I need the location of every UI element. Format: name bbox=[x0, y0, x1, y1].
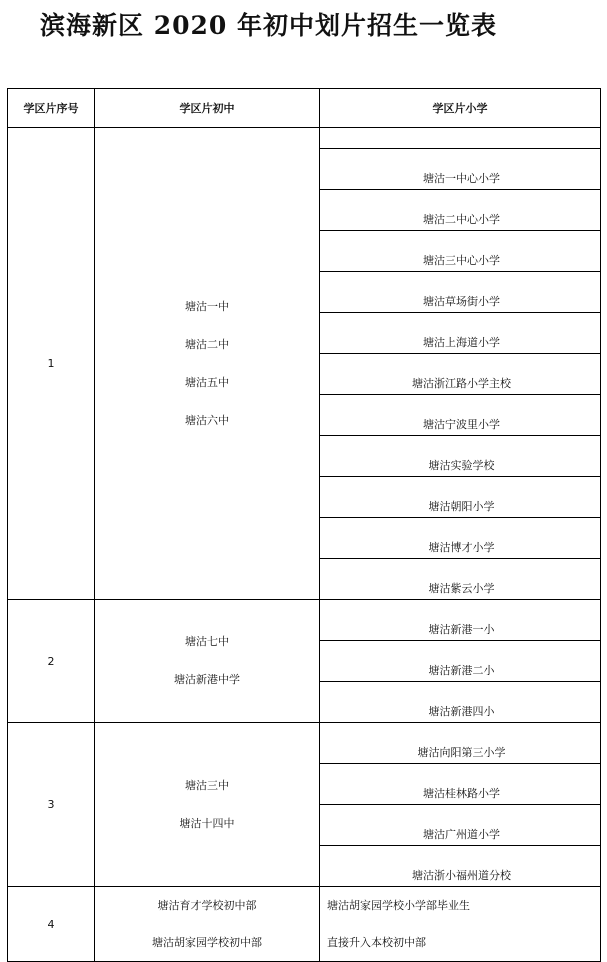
middle-school: 塘沽三中 bbox=[185, 778, 229, 792]
primary-school: 塘沽上海道小学 bbox=[423, 336, 500, 349]
primary-school-cell bbox=[320, 231, 601, 272]
header-primary: 学区片小学 bbox=[320, 89, 601, 128]
primary-school-cell bbox=[320, 313, 601, 354]
middle-school: 塘沽二中 bbox=[185, 337, 229, 351]
primary-school-cell bbox=[320, 477, 601, 518]
table-row bbox=[8, 887, 601, 962]
middle-school-cell bbox=[95, 887, 320, 962]
primary-school-cell bbox=[320, 723, 601, 764]
page-title: 滨海新区 2020 年初中划片招生一览表 bbox=[40, 11, 497, 40]
primary-school-cell bbox=[320, 190, 601, 231]
primary-school: 塘沽广州道小学 bbox=[423, 828, 500, 841]
seq-cell: 2 bbox=[8, 600, 95, 723]
table-row bbox=[8, 723, 601, 764]
middle-school-cell bbox=[95, 128, 320, 600]
header-middle: 学区片初中 bbox=[95, 89, 320, 128]
primary-school-cell bbox=[320, 436, 601, 477]
primary-school: 塘沽二中心小学 bbox=[423, 213, 500, 226]
middle-school: 塘沽新港中学 bbox=[174, 673, 240, 686]
middle-school: 塘沽一中 bbox=[185, 299, 229, 313]
primary-school-cell bbox=[320, 272, 601, 313]
primary-school: 塘沽新港二小 bbox=[428, 664, 495, 677]
primary-school: 塘沽草场街小学 bbox=[423, 295, 500, 308]
primary-school-cell bbox=[320, 149, 601, 190]
primary-school-cell bbox=[320, 641, 601, 682]
middle-school: 塘沽育才学校初中部 bbox=[157, 899, 257, 912]
primary-school: 塘沽一中心小学 bbox=[423, 172, 500, 185]
primary-school-cell bbox=[320, 559, 601, 600]
primary-note-line: 直接升入本校初中部 bbox=[327, 936, 426, 949]
primary-school: 塘沽浙江路小学主校 bbox=[412, 377, 511, 390]
seq-cell: 4 bbox=[8, 887, 95, 962]
primary-school: 塘沽桂林路小学 bbox=[423, 787, 500, 800]
middle-school-cell bbox=[95, 723, 320, 887]
primary-school-cell bbox=[320, 764, 601, 805]
primary-school-cell bbox=[320, 846, 601, 887]
primary-school-cell bbox=[320, 805, 601, 846]
middle-school: 塘沽六中 bbox=[185, 413, 229, 427]
header-seq: 学区片序号 bbox=[8, 89, 95, 128]
primary-note-line: 塘沽胡家园学校小学部毕业生 bbox=[327, 899, 470, 912]
primary-school: 塘沽向阳第三小学 bbox=[417, 746, 506, 759]
primary-school-cell bbox=[320, 354, 601, 395]
primary-school: 塘沽新港一小 bbox=[428, 623, 495, 636]
middle-school-cell bbox=[95, 600, 320, 723]
primary-school: 塘沽紫云小学 bbox=[428, 582, 495, 595]
seq-cell: 3 bbox=[8, 723, 95, 887]
primary-note-cell bbox=[320, 887, 601, 962]
primary-school-cell bbox=[320, 518, 601, 559]
primary-school: 塘沽三中心小学 bbox=[423, 254, 500, 267]
table-row bbox=[8, 600, 601, 641]
primary-school: 塘沽新港四小 bbox=[428, 705, 495, 718]
middle-school: 塘沽五中 bbox=[185, 375, 229, 389]
table-row bbox=[8, 128, 601, 149]
enrollment-table bbox=[7, 88, 601, 962]
primary-gap-cell bbox=[320, 128, 601, 149]
primary-school: 塘沽实验学校 bbox=[428, 459, 495, 472]
middle-school: 塘沽七中 bbox=[185, 635, 229, 648]
middle-school: 塘沽胡家园学校初中部 bbox=[152, 936, 262, 949]
primary-school-cell bbox=[320, 600, 601, 641]
table-header-row bbox=[8, 89, 601, 128]
primary-school: 塘沽博才小学 bbox=[428, 541, 495, 554]
primary-school: 塘沽浙小福州道分校 bbox=[412, 869, 511, 882]
seq-cell: 1 bbox=[8, 128, 95, 600]
primary-school: 塘沽朝阳小学 bbox=[428, 500, 495, 513]
primary-school-cell bbox=[320, 395, 601, 436]
primary-school-cell bbox=[320, 682, 601, 723]
primary-school: 塘沽宁波里小学 bbox=[423, 418, 500, 431]
middle-school: 塘沽十四中 bbox=[179, 816, 235, 830]
